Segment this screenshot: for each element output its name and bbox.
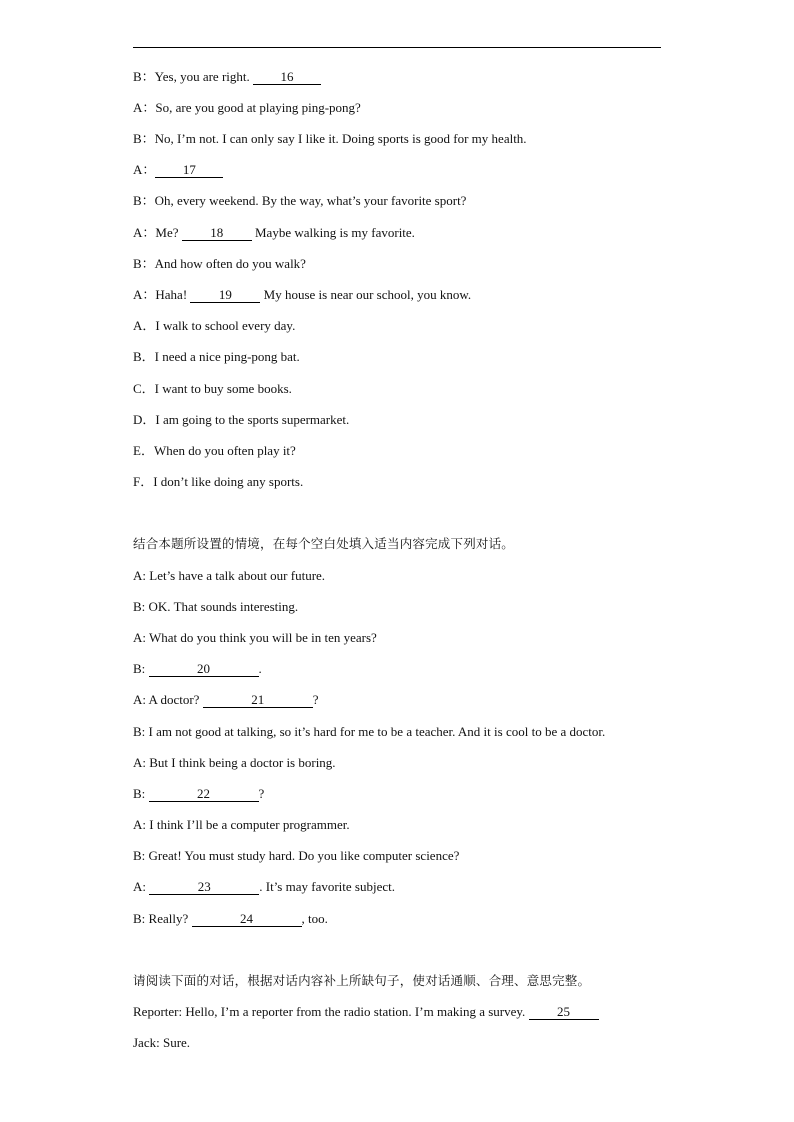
header-rule	[133, 47, 661, 48]
blank-18[interactable]: 18	[182, 226, 252, 241]
dialogue-line: B: 22 ?	[133, 786, 265, 801]
dialogue-line: A: I think I’ll be a computer programmer.	[133, 817, 350, 832]
dialogue-line: A：Haha! 19 My house is near our school, you know.	[133, 287, 472, 302]
part3-instruction: 请阅读下面的对话，根据对话内容补上所缺句子，使对话通顺、合理、意思完整。	[133, 973, 591, 988]
dialogue-line: A: What do you think you will be in ten years?	[133, 630, 377, 645]
dialogue-line: A: But I think being a doctor is boring.	[133, 755, 336, 770]
dialogue-line: B: Great! You must study hard. Do you like computer science?	[133, 848, 460, 863]
dialogue-line: A： 17	[133, 162, 223, 178]
dialogue-line: A: 23 . It’s may favorite subject.	[133, 879, 395, 894]
dialogue-line: B：And how often do you walk?	[133, 256, 306, 271]
dialogue-line: A：So, are you good at playing ping-pong?	[133, 100, 361, 115]
dialogue-line: B: I am not good at talking, so it’s hard for me to be a teacher. And it is cool to be a doctor.	[133, 724, 606, 739]
dialogue-line: Jack: Sure.	[133, 1035, 191, 1050]
dialogue-line: A：Me? 18 Maybe walking is my favorite.	[133, 225, 415, 240]
blank-25[interactable]: 25	[529, 1005, 599, 1020]
dialogue-line: B: 20 .	[133, 661, 262, 676]
dialogue-line: A: Let’s have a talk about our future.	[133, 568, 326, 583]
part2-instruction: 结合本题所设置的情境，在每个空白处填入适当内容完成下列对话。	[133, 536, 515, 551]
blank-19[interactable]: 19	[190, 288, 260, 303]
option-d: D．I am going to the sports supermarket.	[133, 412, 350, 427]
blank-24[interactable]: 24	[192, 912, 302, 927]
option-f: F．I don’t like doing any sports.	[133, 474, 304, 489]
dialogue-line: A: A doctor? 21 ?	[133, 692, 319, 707]
blank-21[interactable]: 21	[203, 693, 313, 708]
option-e: E．When do you often play it?	[133, 443, 296, 458]
option-a: A．I walk to school every day.	[133, 318, 296, 333]
option-c: C．I want to buy some books.	[133, 381, 292, 396]
blank-17[interactable]: 17	[155, 163, 223, 178]
blank-22[interactable]: 22	[149, 787, 259, 802]
blank-16[interactable]: 16	[253, 70, 321, 85]
dialogue-line: B：No, I’m not. I can only say I like it. Doing sports is good for my health.	[133, 131, 527, 146]
dialogue-line: B：Oh, every weekend. By the way, what’s your favorite sport?	[133, 193, 467, 208]
dialogue-line: B：Yes, you are right. 16	[133, 69, 321, 85]
dialogue-line: B: Really? 24 , too.	[133, 911, 328, 926]
dialogue-line: Reporter: Hello, I’m a reporter from the radio station. I’m making a survey. 25	[133, 1004, 599, 1020]
dialogue-line: B: OK. That sounds interesting.	[133, 599, 299, 614]
blank-23[interactable]: 23	[149, 880, 259, 895]
option-b: B．I need a nice ping-pong bat.	[133, 349, 300, 364]
blank-20[interactable]: 20	[149, 662, 259, 677]
